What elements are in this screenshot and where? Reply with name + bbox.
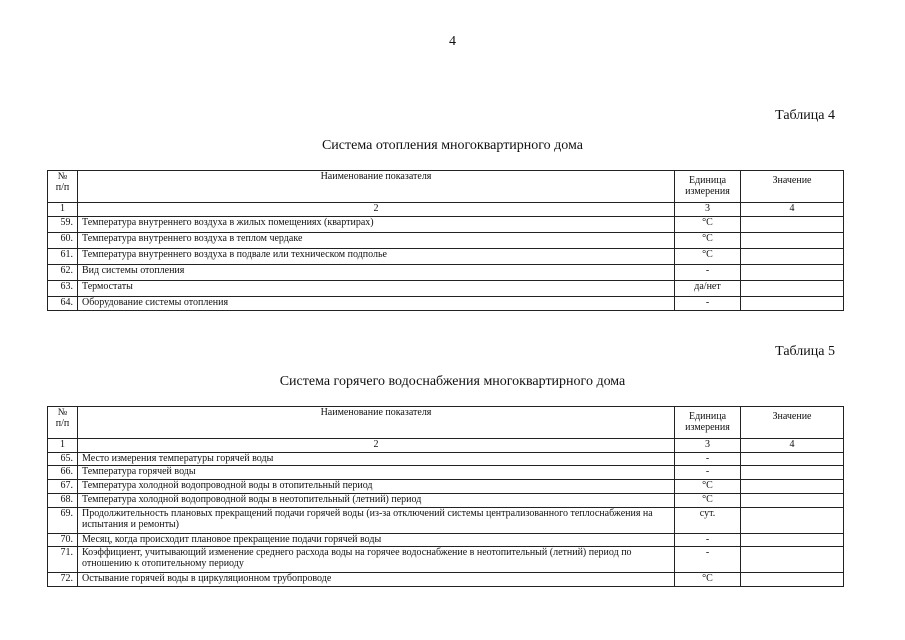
- table-row: [48, 249, 844, 265]
- row-number: 65.: [48, 453, 78, 466]
- column-index: 4: [741, 203, 844, 217]
- row-value: [741, 573, 844, 587]
- row-number: 70.: [48, 534, 78, 547]
- row-number: 68.: [48, 494, 78, 508]
- row-value: [741, 453, 844, 466]
- row-unit: -: [675, 547, 741, 573]
- table-row: [48, 233, 844, 249]
- column-index: 2: [78, 439, 675, 453]
- row-name: Температура внутреннего воздуха в подвале или техническом подполье: [78, 249, 675, 265]
- row-name: Место измерения температуры горячей воды: [78, 453, 675, 466]
- row-value: [741, 265, 844, 281]
- table-row: [48, 508, 844, 534]
- column-header-unit: Единица измерения: [675, 171, 741, 203]
- table-row: [48, 217, 844, 233]
- row-number: 69.: [48, 508, 78, 534]
- row-number: 64.: [48, 297, 78, 311]
- hot-water-system-table: [47, 406, 844, 587]
- column-index-row: [48, 203, 844, 217]
- column-index: 3: [675, 439, 741, 453]
- table-4-label: Таблица 4: [775, 108, 835, 123]
- column-header-num: № п/п: [48, 407, 78, 439]
- table-4-title: Система отопления многоквартирного дома: [321, 138, 584, 153]
- column-header-value: Значение: [741, 171, 844, 203]
- column-header-value: Значение: [741, 407, 844, 439]
- row-name: Коэффициент, учитывающий изменение среднего расхода воды на горячее водоснабжение в неотопительный (летний) период по отношению к отопительному периоду: [78, 547, 675, 573]
- table-row: [48, 534, 844, 547]
- table-row: [48, 573, 844, 587]
- row-value: [741, 508, 844, 534]
- page-number: 4: [449, 34, 456, 49]
- table-5-title: Система горячего водоснабжения многоквартирного дома: [279, 374, 626, 389]
- row-name: Месяц, когда происходит плановое прекращение подачи горячей воды: [78, 534, 675, 547]
- table-row: [48, 297, 844, 311]
- row-value: [741, 494, 844, 508]
- table-row: [48, 480, 844, 494]
- row-unit: -: [675, 453, 741, 466]
- column-index-row: [48, 439, 844, 453]
- row-unit: -: [675, 466, 741, 480]
- row-value: [741, 534, 844, 547]
- row-number: 59.: [48, 217, 78, 233]
- row-number: 71.: [48, 547, 78, 573]
- row-name: Температура внутреннего воздуха в теплом чердаке: [78, 233, 675, 249]
- heating-system-table: [47, 170, 844, 311]
- row-unit: °С: [675, 233, 741, 249]
- column-header-name: Наименование показателя: [78, 407, 675, 439]
- row-unit: °С: [675, 573, 741, 587]
- row-value: [741, 480, 844, 494]
- table-header-row: [48, 407, 844, 439]
- row-name: Температура внутреннего воздуха в жилых помещениях (квартирах): [78, 217, 675, 233]
- table-header-row: [48, 171, 844, 203]
- row-value: [741, 466, 844, 480]
- table-row: [48, 453, 844, 466]
- row-unit: °С: [675, 494, 741, 508]
- column-index: 1: [48, 439, 78, 453]
- row-unit: °С: [675, 217, 741, 233]
- table-row: [48, 265, 844, 281]
- row-unit: -: [675, 534, 741, 547]
- row-number: 60.: [48, 233, 78, 249]
- table-row: [48, 494, 844, 508]
- row-number: 72.: [48, 573, 78, 587]
- row-value: [741, 297, 844, 311]
- table-row: [48, 466, 844, 480]
- column-header-unit: Единица измерения: [675, 407, 741, 439]
- row-unit: -: [675, 265, 741, 281]
- row-unit: °С: [675, 249, 741, 265]
- column-index: 2: [78, 203, 675, 217]
- row-unit: -: [675, 297, 741, 311]
- row-number: 67.: [48, 480, 78, 494]
- column-index: 4: [741, 439, 844, 453]
- table-5-label: Таблица 5: [775, 344, 835, 359]
- column-header-name: Наименование показателя: [78, 171, 675, 203]
- row-unit: да/нет: [675, 281, 741, 297]
- row-value: [741, 547, 844, 573]
- row-number: 61.: [48, 249, 78, 265]
- row-name: Температура холодной водопроводной воды в отопительный период: [78, 480, 675, 494]
- row-number: 62.: [48, 265, 78, 281]
- row-number: 63.: [48, 281, 78, 297]
- row-name: Термостаты: [78, 281, 675, 297]
- row-value: [741, 217, 844, 233]
- row-name: Продолжительность плановых прекращений подачи горячей воды (из-за отключений системы централизованного теплоснабжения на испытания и ремонты): [78, 508, 675, 534]
- row-name: Вид системы отопления: [78, 265, 675, 281]
- row-number: 66.: [48, 466, 78, 480]
- row-name: Температура холодной водопроводной воды в неотопительный (летний) период: [78, 494, 675, 508]
- table-row: [48, 281, 844, 297]
- table-row: [48, 547, 844, 573]
- row-unit: сут.: [675, 508, 741, 534]
- column-index: 3: [675, 203, 741, 217]
- column-header-num: № п/п: [48, 171, 78, 203]
- row-name: Температура горячей воды: [78, 466, 675, 480]
- row-name: Оборудование системы отопления: [78, 297, 675, 311]
- row-value: [741, 281, 844, 297]
- column-index: 1: [48, 203, 78, 217]
- row-value: [741, 233, 844, 249]
- row-name: Остывание горячей воды в циркуляционном трубопроводе: [78, 573, 675, 587]
- row-value: [741, 249, 844, 265]
- row-unit: °С: [675, 480, 741, 494]
